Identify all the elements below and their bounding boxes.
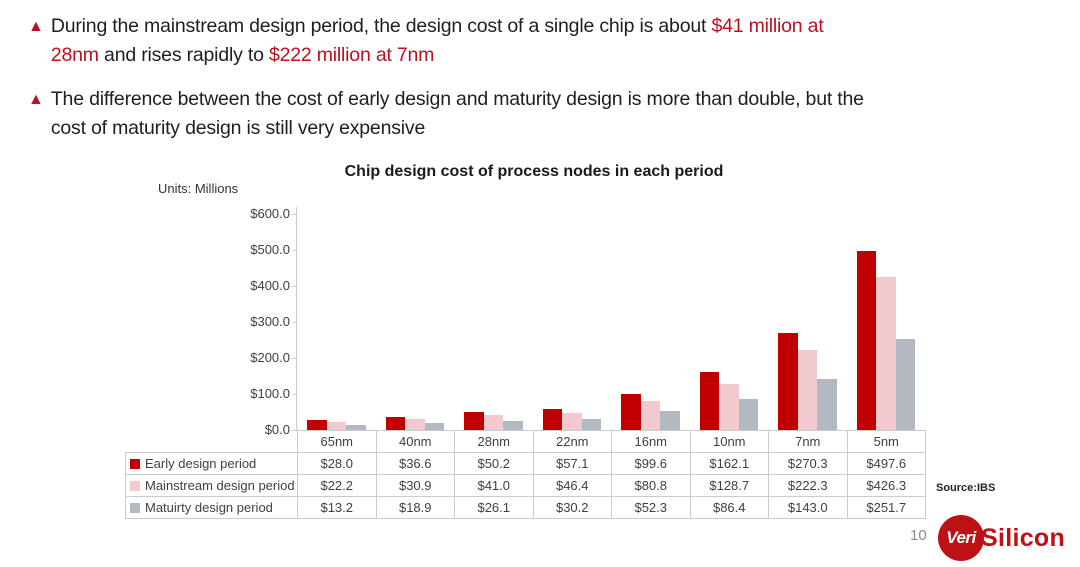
value-cell-16nm: $80.8	[612, 475, 691, 497]
bar-22nm-mainstream	[562, 413, 582, 430]
column-header-40nm: 40nm	[376, 431, 455, 453]
value-cell-65nm: $22.2	[298, 475, 377, 497]
verisilicon-logo	[938, 515, 1065, 561]
value-cell-5nm: $251.7	[847, 497, 926, 519]
bar-group-7nm	[768, 214, 847, 430]
value-cell-16nm: $52.3	[612, 497, 691, 519]
column-header-22nm: 22nm	[533, 431, 612, 453]
y-tick-label: $200.0	[250, 350, 290, 365]
column-header-28nm: 28nm	[455, 431, 534, 453]
bar-16nm-matuirty	[660, 411, 680, 430]
bar-group-65nm	[297, 214, 376, 430]
bar-40nm-mainstream	[405, 419, 425, 430]
bar-16nm-mainstream	[641, 401, 661, 430]
value-cell-28nm: $26.1	[455, 497, 534, 519]
legend-label: Mainstream design period	[145, 478, 295, 493]
bar-group-5nm	[847, 214, 926, 430]
bar-65nm-early	[307, 420, 327, 430]
body-text: cost of maturity design is still very expensive	[50, 117, 426, 139]
highlighted-text: $222 million at 7nm	[268, 44, 435, 66]
highlighted-text: $41 million at	[711, 15, 824, 37]
bar-7nm-mainstream	[798, 350, 818, 430]
bar-22nm-matuirty	[582, 419, 602, 430]
value-cell-10nm: $128.7	[690, 475, 769, 497]
column-header-16nm: 16nm	[612, 431, 691, 453]
logo-veri-text: Veri	[946, 528, 976, 547]
bar-40nm-matuirty	[425, 423, 445, 430]
legend-swatch-icon	[130, 481, 140, 491]
table-row	[126, 497, 926, 519]
y-tick-label: $400.0	[250, 278, 290, 293]
legend-cell	[126, 475, 298, 497]
legend-cell	[126, 497, 298, 519]
value-cell-7nm: $143.0	[769, 497, 848, 519]
highlighted-text: 28nm	[50, 44, 99, 66]
legend-cell	[126, 453, 298, 475]
column-header-10nm: 10nm	[690, 431, 769, 453]
chart-title: Chip design cost of process nodes in each period	[344, 163, 724, 180]
bullet-item-2	[28, 85, 864, 143]
legend-swatch-icon	[130, 503, 140, 513]
bullet-line	[51, 12, 824, 41]
bullet-item-1	[28, 12, 824, 70]
body-text: During the mainstream design period, the design cost of a single chip is about	[50, 15, 712, 37]
bar-5nm-early	[857, 251, 877, 430]
units-label: Units: Millions	[158, 181, 239, 196]
bullet-text-1	[51, 12, 824, 70]
table-row	[126, 453, 926, 475]
legend-swatch-icon	[130, 459, 140, 469]
y-tick-label: $500.0	[250, 242, 290, 257]
table-corner-cell	[126, 431, 298, 453]
logo-circle-icon	[938, 515, 984, 561]
value-cell-5nm: $426.3	[847, 475, 926, 497]
table-row	[126, 475, 926, 497]
y-tick-label: $300.0	[250, 314, 290, 329]
bar-16nm-early	[621, 394, 641, 430]
value-cell-65nm: $28.0	[298, 453, 377, 475]
legend-label: Matuirty design period	[145, 500, 273, 515]
value-cell-10nm: $86.4	[690, 497, 769, 519]
value-cell-65nm: $13.2	[298, 497, 377, 519]
bullet-line	[51, 114, 864, 143]
value-cell-7nm: $222.3	[769, 475, 848, 497]
y-tick-label: $100.0	[250, 386, 290, 401]
bar-group-16nm	[611, 214, 690, 430]
bar-40nm-early	[386, 417, 406, 430]
logo-silicon-text: Silicon	[981, 523, 1066, 552]
y-tick-label: $0.0	[264, 422, 290, 437]
bar-5nm-matuirty	[896, 339, 916, 430]
triangle-bullet-icon: ▲	[28, 91, 44, 108]
value-cell-22nm: $46.4	[533, 475, 612, 497]
value-cell-40nm: $30.9	[376, 475, 455, 497]
bar-10nm-early	[700, 372, 720, 430]
value-cell-5nm: $497.6	[847, 453, 926, 475]
bar-28nm-matuirty	[503, 421, 523, 430]
column-header-65nm: 65nm	[298, 431, 377, 453]
column-header-7nm: 7nm	[769, 431, 848, 453]
legend-label: Early design period	[145, 456, 257, 471]
bar-28nm-mainstream	[484, 415, 504, 430]
bar-group-28nm	[454, 214, 533, 430]
bullet-text-2	[51, 85, 864, 143]
triangle-bullet-icon: ▲	[28, 18, 44, 35]
value-cell-22nm: $30.2	[533, 497, 612, 519]
page-number: 10	[910, 527, 927, 544]
bar-group-40nm	[376, 214, 455, 430]
bar-group-22nm	[533, 214, 612, 430]
bar-10nm-matuirty	[739, 399, 759, 430]
plot-area	[297, 214, 925, 430]
bar-65nm-mainstream	[327, 422, 347, 430]
body-text: The difference between the cost of early design and maturity design is more than double, but the	[50, 88, 864, 110]
value-cell-28nm: $50.2	[455, 453, 534, 475]
bar-group-10nm	[690, 214, 769, 430]
bar-22nm-early	[543, 409, 563, 430]
source-label: Source:IBS	[936, 482, 996, 494]
value-cell-16nm: $99.6	[612, 453, 691, 475]
bullet-line	[51, 41, 824, 70]
bar-10nm-mainstream	[719, 384, 739, 430]
column-header-5nm: 5nm	[847, 431, 926, 453]
value-cell-10nm: $162.1	[690, 453, 769, 475]
value-cell-22nm: $57.1	[533, 453, 612, 475]
bar-7nm-matuirty	[817, 379, 837, 430]
body-text: and rises rapidly to	[98, 44, 269, 66]
bar-28nm-early	[464, 412, 484, 430]
value-cell-28nm: $41.0	[455, 475, 534, 497]
value-cell-40nm: $36.6	[376, 453, 455, 475]
bullet-line	[51, 85, 864, 114]
value-cell-7nm: $270.3	[769, 453, 848, 475]
value-cell-40nm: $18.9	[376, 497, 455, 519]
bar-5nm-mainstream	[876, 277, 896, 430]
bar-7nm-early	[778, 333, 798, 430]
data-table	[125, 430, 926, 519]
table-header-row	[126, 431, 926, 453]
y-tick-label: $600.0	[250, 206, 290, 221]
